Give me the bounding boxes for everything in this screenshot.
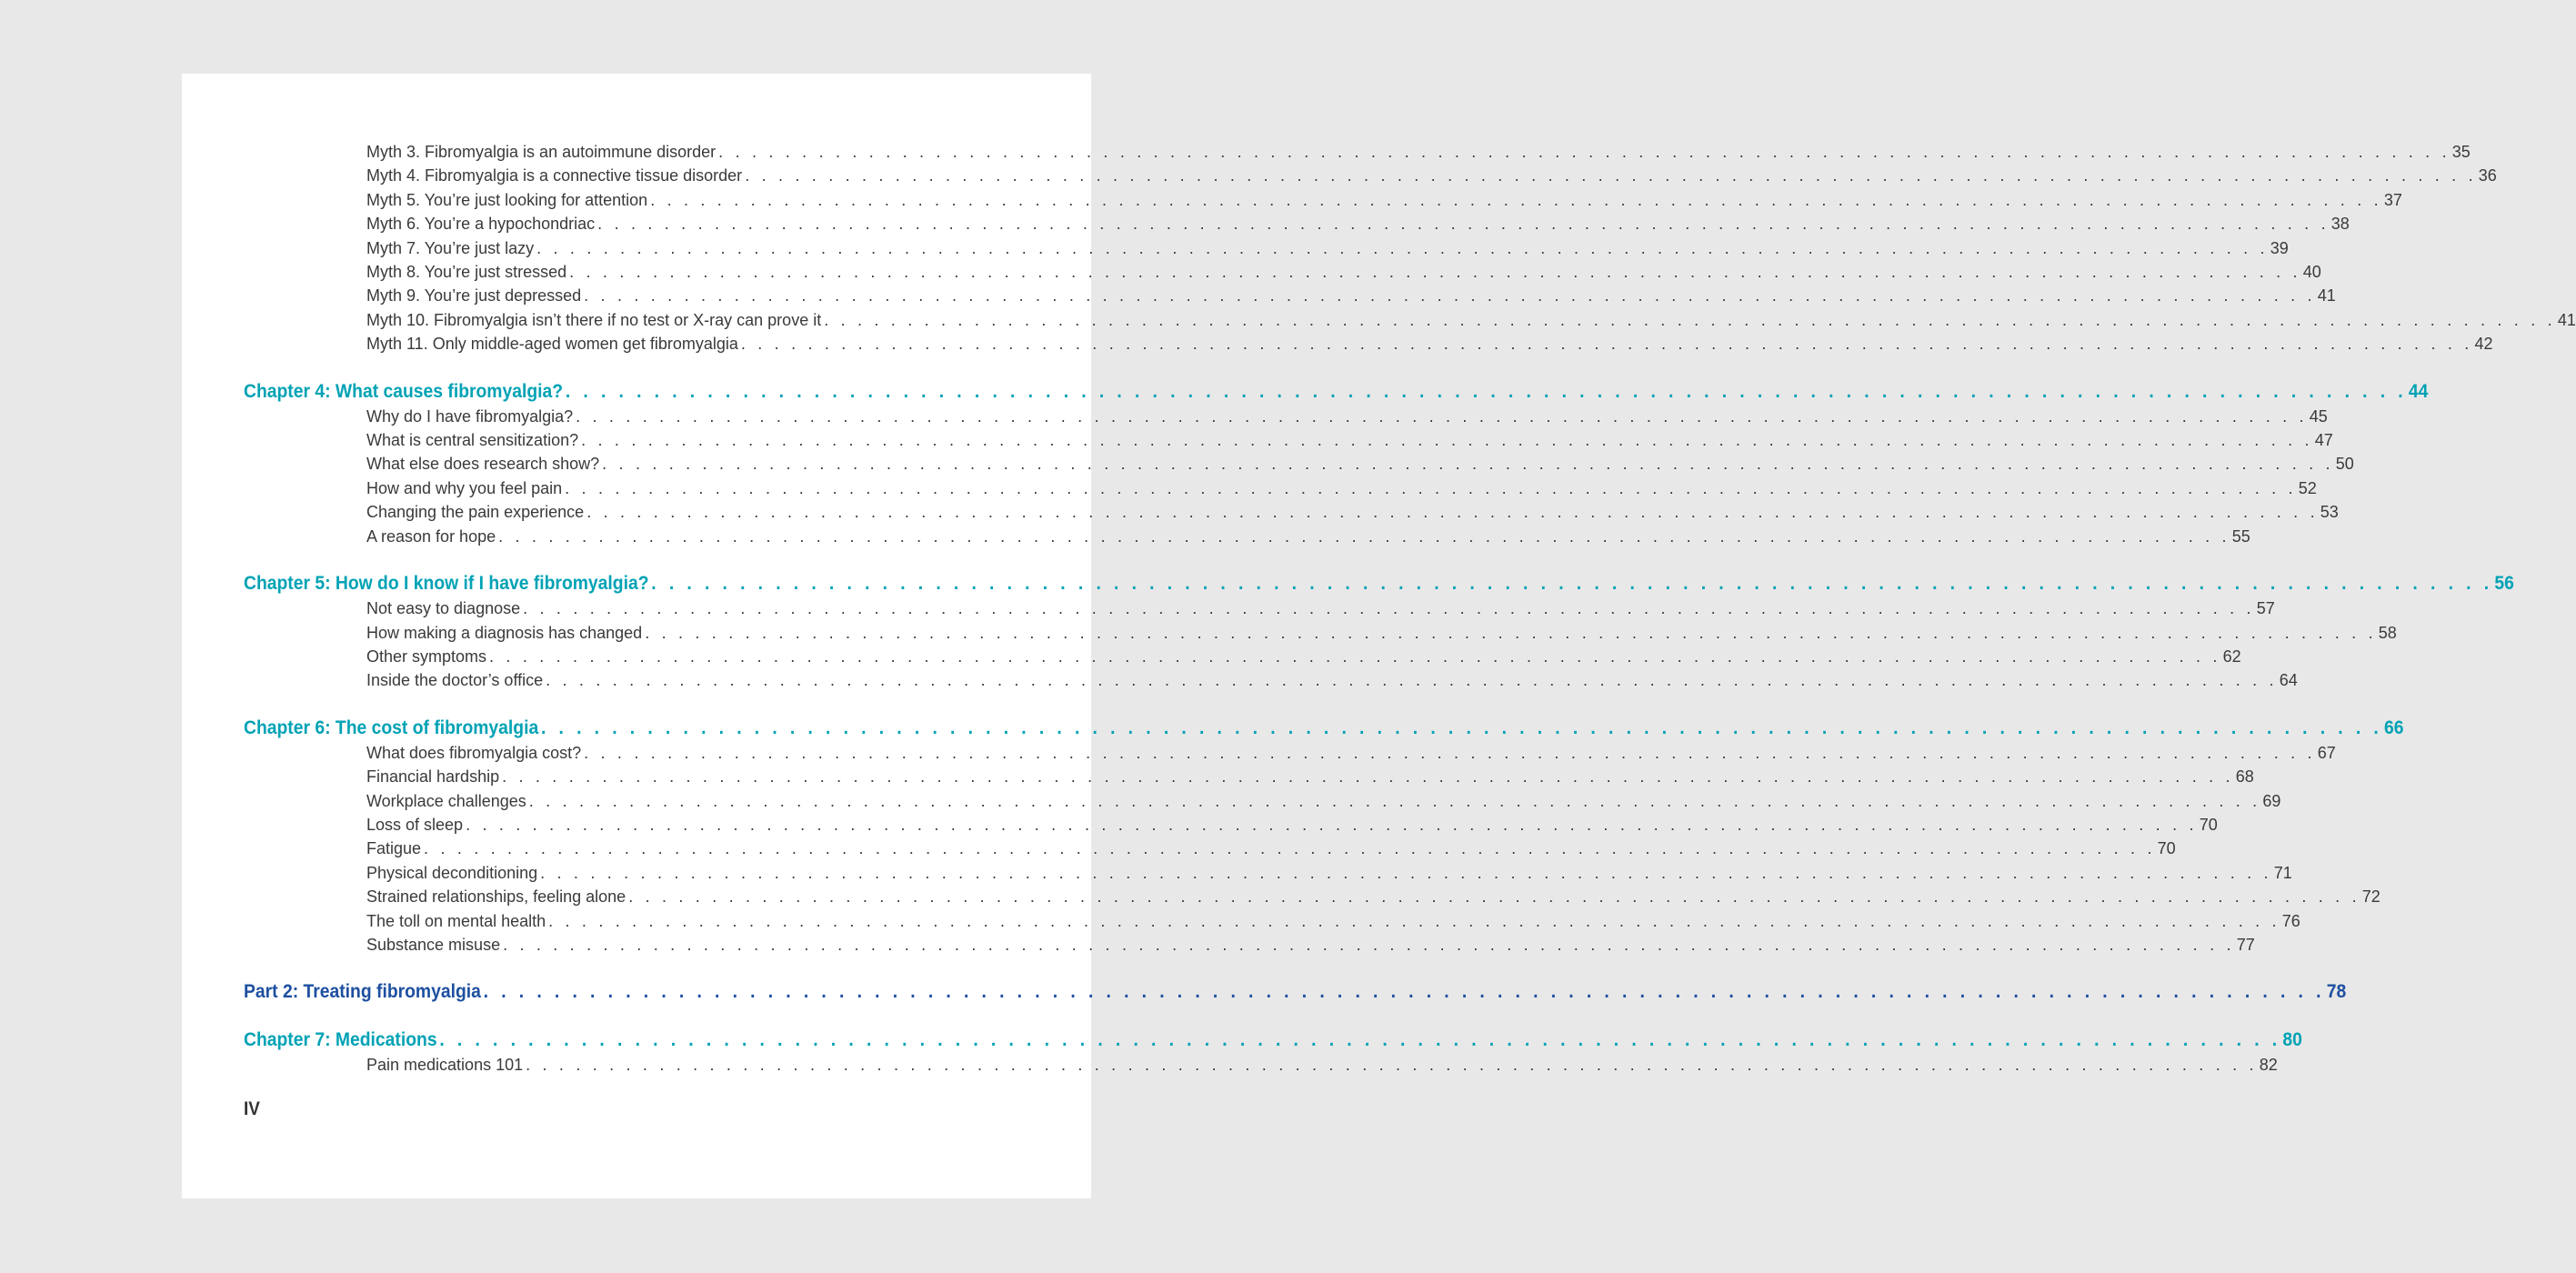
- toc-entry-myth-5[interactable]: [244, 188, 2402, 212]
- entry-title: Inside the doctor’s office: [366, 671, 544, 690]
- entry-title: A reason for hope: [366, 526, 496, 546]
- toc-entry[interactable]: [244, 837, 2176, 860]
- dot-leader: . . . . . . . . . . . . . . . . . . . . . . . . . . . . . . . . . . . . . . . . . . . . . . . . . . . . . . . . . . . . . . . . . . . . . . . . . . . . . . . . . . . . . . . . . . . . . . . . . . . . . . . .: [597, 215, 2330, 234]
- entry-title: Myth 10. Fibromyalgia isn’t there if no test or X-ray can prove it: [366, 310, 822, 329]
- toc-entry-myth-10[interactable]: [244, 308, 2576, 332]
- dot-leader: . . . . . . . . . . . . . . . . . . . . . . . . . . . . . . . . . . . . . . . . . . . . . . . . . . . . . . . . . . . . . . . . . . . . . . . . . . . . . . . . . . . . . . . . . . . . . . . . . . . . . . . .: [584, 286, 2316, 306]
- dot-leader: . . . . . . . . . . . . . . . . . . . . . . . . . . . . . . . . . . . . . . . . . . . . . . . . . . . . . . . . . . . . . . . . . . . . . . . . . . . . . . . . . . . . . . . . . . . . . . . . . . . . . . . .: [540, 717, 2383, 738]
- entry-title: Myth 11. Only middle-aged women get fibromyalgia: [366, 335, 738, 354]
- toc-chapter-7[interactable]: [244, 1027, 2302, 1053]
- entry-page: 55: [2231, 526, 2250, 546]
- dot-leader: . . . . . . . . . . . . . . . . . . . . . . . . . . . . . . . . . . . . . . . . . . . . . . . . . . . . . . . . . . . . . . . . . . . . . . . . . . . . . . . . . . . . . . . . . . . . . . . . . . . . . . . .: [540, 863, 2272, 882]
- entry-page: 68: [2235, 767, 2254, 787]
- dot-leader: . . . . . . . . . . . . . . . . . . . . . . . . . . . . . . . . . . . . . . . . . . . . . . . . . . . . . . . . . . . . . . . . . . . . . . . . . . . . . . . . . . . . . . . . . . . . . . . . . . . . . . . .: [546, 671, 2278, 690]
- toc-entry-myth-9[interactable]: [244, 284, 2336, 307]
- book-page: [182, 74, 2576, 1198]
- toc-entry[interactable]: [244, 668, 2298, 692]
- entry-page: 36: [2478, 166, 2497, 185]
- entry-title: Myth 9. You’re just depressed: [366, 286, 582, 306]
- dot-leader: . . . . . . . . . . . . . . . . . . . . . . . . . . . . . . . . . . . . . . . . . . . . . . . . . . . . . . . . . . . . . . . . . . . . . . . . . . . . . . . . . . . . . . . . . . . . . . . . . . . . . . . .: [745, 166, 2477, 185]
- dot-leader: . . . . . . . . . . . . . . . . . . . . . . . . . . . . . . . . . . . . . . . . . . . . . . . . . . . . . . . . . . . . . . . . . . . . . . . . . . . . . . . . . . . . . . . . . . . . . . . . . . . . . . . .: [528, 791, 2261, 810]
- chapter-page: 56: [2494, 573, 2514, 595]
- toc-entry[interactable]: [244, 405, 2328, 428]
- toc-entry-myth-11[interactable]: [244, 332, 2493, 356]
- dot-leader: . . . . . . . . . . . . . . . . . . . . . . . . . . . . . . . . . . . . . . . . . . . . . . . . . . . . . . . . . . . . . . . . . . . . . . . . . . . . . . . . . . . . . . . . . . . . . . . . . . . . . . . .: [645, 623, 2377, 642]
- toc-chapter-4[interactable]: [244, 379, 2429, 405]
- toc-entry[interactable]: [244, 596, 2275, 620]
- dot-leader: . . . . . . . . . . . . . . . . . . . . . . . . . . . . . . . . . . . . . . . . . . . . . . . . . . . . . . . . . . . . . . . . . . . . . . . . . . . . . . . . . . . . . . . . . . . . . . . . . . . . . . . .: [569, 263, 2301, 282]
- chapter-page: 80: [2282, 1029, 2302, 1051]
- entry-title: Myth 5. You’re just looking for attention: [366, 190, 648, 209]
- dot-leader: . . . . . . . . . . . . . . . . . . . . . . . . . . . . . . . . . . . . . . . . . . . . . . . . . . . . . . . . . . . . . . . . . . . . . . . . . . . . . . . . . . . . . . . . . . . . . . . . . . . . . . . .: [502, 767, 2234, 787]
- entry-page: 77: [2236, 935, 2255, 954]
- entry-page: 57: [2256, 599, 2275, 618]
- toc-entry[interactable]: [244, 476, 2317, 500]
- chapter-title: Chapter 7: Medications: [244, 1029, 437, 1051]
- toc-entry-myth-7[interactable]: [244, 236, 2289, 260]
- toc-chapter-6[interactable]: [244, 716, 2404, 741]
- entry-page: 67: [2317, 743, 2336, 762]
- toc-entry[interactable]: [244, 789, 2281, 813]
- toc-entry[interactable]: [244, 500, 2339, 524]
- dot-leader: . . . . . . . . . . . . . . . . . . . . . . . . . . . . . . . . . . . . . . . . . . . . . . . . . . . . . . . . . . . . . . . . . . . . . . . . . . . . . . . . . . . . . . . . . . . . . . . . . . . . . . . .: [602, 455, 2334, 474]
- entry-page: 69: [2262, 791, 2281, 810]
- entry-title: Loss of sleep: [366, 815, 464, 834]
- dot-leader: . . . . . . . . . . . . . . . . . . . . . . . . . . . . . . . . . . . . . . . . . . . . . . . . . . . . . . . . . . . . . . . . . . . . . . . . . . . . . . . . . . . . . . . . . . . . . . . . . . . . . . . .: [536, 238, 2269, 257]
- page-number: IV: [244, 1098, 260, 1119]
- dot-leader: . . . . . . . . . . . . . . . . . . . . . . . . . . . . . . . . . . . . . . . . . . . . . . . . . . . . . . . . . . . . . . . . . . . . . . . . . . . . . . . . . . . . . . . . . . . . . . . . . . . . . . . .: [489, 647, 2221, 666]
- entry-page: 50: [2335, 455, 2354, 474]
- entry-page: 41: [2557, 310, 2576, 329]
- toc-entry[interactable]: [244, 1053, 2278, 1077]
- entry-title: Strained relationships, feeling alone: [366, 887, 626, 907]
- dot-leader: . . . . . . . . . . . . . . . . . . . . . . . . . . . . . . . . . . . . . . . . . . . . . . . . . . . . . . . . . . . . . . . . . . . . . . . . . . . . . . . . . . . . . . . . . . . . . . . . . . . . . . . .: [584, 743, 2316, 762]
- entry-page: 42: [2474, 335, 2493, 354]
- entry-page: 47: [2314, 431, 2333, 450]
- entry-title: Myth 8. You’re just stressed: [366, 263, 567, 282]
- toc-chapter-5[interactable]: [244, 571, 2514, 596]
- chapter-page: 44: [2408, 380, 2429, 402]
- chapter-title: Chapter 4: What causes fibromyalgia?: [244, 380, 564, 402]
- toc-entry-myth-8[interactable]: [244, 260, 2321, 284]
- dot-leader: . . . . . . . . . . . . . . . . . . . . . . . . . . . . . . . . . . . . . . . . . . . . . . . . . . . . . . . . . . . . . . . . . . . . . . . . . . . . . . . . . . . . . . . . . . . . . . . . . . . . . . . .: [483, 981, 2325, 1003]
- toc-entry[interactable]: [244, 813, 2218, 837]
- entry-page: 38: [2330, 215, 2350, 234]
- dot-leader: . . . . . . . . . . . . . . . . . . . . . . . . . . . . . . . . . . . . . . . . . . . . . . . . . . . . . . . . . . . . . . . . . . . . . . . . . . . . . . . . . . . . . . . . . . . . . . . . . . . . . . . .: [523, 599, 2255, 618]
- entry-page: 70: [2157, 839, 2176, 858]
- dot-leader: . . . . . . . . . . . . . . . . . . . . . . . . . . . . . . . . . . . . . . . . . . . . . . . . . . . . . . . . . . . . . . . . . . . . . . . . . . . . . . . . . . . . . . . . . . . . . . . . . . . . . . . .: [718, 143, 2451, 161]
- chapter-title: Chapter 5: How do I know if I have fibromyalgia?: [244, 573, 649, 595]
- entry-page: 53: [2320, 503, 2339, 522]
- dot-leader: . . . . . . . . . . . . . . . . . . . . . . . . . . . . . . . . . . . . . . . . . . . . . . . . . . . . . . . . . . . . . . . . . . . . . . . . . . . . . . . . . . . . . . . . . . . . . . . . . . . . . . . .: [628, 887, 2360, 907]
- entry-title: Physical deconditioning: [366, 863, 538, 882]
- toc-entry-myth-4[interactable]: [244, 164, 2497, 187]
- dot-leader: . . . . . . . . . . . . . . . . . . . . . . . . . . . . . . . . . . . . . . . . . . . . . . . . . . . . . . . . . . . . . . . . . . . . . . . . . . . . . . . . . . . . . . . . . . . . . . . . . . . . . . . .: [439, 1029, 2281, 1051]
- entry-title: Financial hardship: [366, 767, 500, 787]
- dot-leader: . . . . . . . . . . . . . . . . . . . . . . . . . . . . . . . . . . . . . . . . . . . . . . . . . . . . . . . . . . . . . . . . . . . . . . . . . . . . . . . . . . . . . . . . . . . . . . . . . . . . . . . .: [424, 839, 2156, 858]
- dot-leader: . . . . . . . . . . . . . . . . . . . . . . . . . . . . . . . . . . . . . . . . . . . . . . . . . . . . . . . . . . . . . . . . . . . . . . . . . . . . . . . . . . . . . . . . . . . . . . . . . . . . . . . .: [576, 406, 2308, 426]
- entry-title: Pain medications 101: [366, 1056, 524, 1075]
- entry-title: What is central sensitization?: [366, 431, 579, 450]
- entry-title: The toll on mental health: [366, 911, 546, 930]
- toc-part-2[interactable]: [244, 979, 2347, 1005]
- entry-page: 40: [2302, 263, 2321, 282]
- dot-leader: . . . . . . . . . . . . . . . . . . . . . . . . . . . . . . . . . . . . . . . . . . . . . . . . . . . . . . . . . . . . . . . . . . . . . . . . . . . . . . . . . . . . . . . . . . . . . . . . . . . . . . . .: [466, 815, 2198, 834]
- entry-title: Not easy to diagnose: [366, 599, 521, 618]
- toc-entry[interactable]: [244, 861, 2292, 885]
- dot-leader: . . . . . . . . . . . . . . . . . . . . . . . . . . . . . . . . . . . . . . . . . . . . . . . . . . . . . . . . . . . . . . . . . . . . . . . . . . . . . . . . . . . . . . . . . . . . . . . . . . . . . . . .: [565, 380, 2408, 402]
- entry-title: Myth 3. Fibromyalgia is an autoimmune disorder: [366, 143, 717, 161]
- entry-page: 52: [2298, 478, 2317, 497]
- entry-title: Myth 4. Fibromyalgia is a connective tissue disorder: [366, 166, 743, 185]
- entry-title: Why do I have fibromyalgia?: [366, 406, 574, 426]
- entry-page: 39: [2270, 238, 2289, 257]
- chapter-page: 66: [2384, 717, 2404, 738]
- entry-title: What else does research show?: [366, 455, 600, 474]
- toc-entry[interactable]: [244, 525, 2250, 548]
- toc-entry[interactable]: [244, 933, 2255, 957]
- entry-page: 71: [2273, 863, 2292, 882]
- entry-page: 45: [2309, 406, 2328, 426]
- part-page: 78: [2326, 981, 2347, 1003]
- entry-title: Workplace challenges: [366, 791, 526, 810]
- toc-entry[interactable]: [244, 621, 2397, 645]
- toc-entry[interactable]: [244, 909, 2300, 933]
- toc-entry[interactable]: [244, 645, 2241, 668]
- toc-entry[interactable]: [244, 452, 2354, 476]
- toc-entry[interactable]: [244, 741, 2336, 765]
- dot-leader: . . . . . . . . . . . . . . . . . . . . . . . . . . . . . . . . . . . . . . . . . . . . . . . . . . . . . . . . . . . . . . . . . . . . . . . . . . . . . . . . . . . . . . . . . . . . . . . . . . . . . . . .: [526, 1056, 2258, 1075]
- entry-title: Changing the pain experience: [366, 503, 585, 522]
- chapter-title: Chapter 6: The cost of fibromyalgia: [244, 717, 539, 738]
- toc-entry[interactable]: [244, 885, 2381, 908]
- toc-entry[interactable]: [244, 428, 2333, 452]
- dot-leader: . . . . . . . . . . . . . . . . . . . . . . . . . . . . . . . . . . . . . . . . . . . . . . . . . . . . . . . . . . . . . . . . . . . . . . . . . . . . . . . . . . . . . . . . . . . . . . . . . . . . . . . .: [740, 335, 2473, 354]
- entry-page: 37: [2383, 190, 2402, 209]
- entry-title: Myth 6. You’re a hypochondriac: [366, 215, 596, 234]
- dot-leader: . . . . . . . . . . . . . . . . . . . . . . . . . . . . . . . . . . . . . . . . . . . . . . . . . . . . . . . . . . . . . . . . . . . . . . . . . . . . . . . . . . . . . . . . . . . . . . . . . . . . . . . .: [565, 478, 2297, 497]
- entry-title: Myth 7. You’re just lazy: [366, 238, 535, 257]
- entry-title: What does fibromyalgia cost?: [366, 743, 582, 762]
- toc-entry[interactable]: [244, 765, 2254, 788]
- dot-leader: . . . . . . . . . . . . . . . . . . . . . . . . . . . . . . . . . . . . . . . . . . . . . . . . . . . . . . . . . . . . . . . . . . . . . . . . . . . . . . . . . . . . . . . . . . . . . . . . . . . . . . . .: [651, 573, 2493, 595]
- entry-page: 62: [2222, 647, 2241, 666]
- dot-leader: . . . . . . . . . . . . . . . . . . . . . . . . . . . . . . . . . . . . . . . . . . . . . . . . . . . . . . . . . . . . . . . . . . . . . . . . . . . . . . . . . . . . . . . . . . . . . . . . . . . . . . . .: [581, 431, 2313, 450]
- dot-leader: . . . . . . . . . . . . . . . . . . . . . . . . . . . . . . . . . . . . . . . . . . . . . . . . . . . . . . . . . . . . . . . . . . . . . . . . . . . . . . . . . . . . . . . . . . . . . . . . . . . . . . . .: [586, 503, 2319, 522]
- entry-page: 82: [2259, 1056, 2278, 1075]
- entry-page: 72: [2361, 887, 2381, 907]
- entry-title: How making a diagnosis has changed: [366, 623, 643, 642]
- part-title: Part 2: Treating fibromyalgia: [244, 981, 481, 1003]
- entry-title: How and why you feel pain: [366, 478, 563, 497]
- dot-leader: . . . . . . . . . . . . . . . . . . . . . . . . . . . . . . . . . . . . . . . . . . . . . . . . . . . . . . . . . . . . . . . . . . . . . . . . . . . . . . . . . . . . . . . . . . . . . . . . . . . . . . . .: [650, 190, 2382, 209]
- toc-entry-myth-6[interactable]: [244, 212, 2350, 236]
- dot-leader: . . . . . . . . . . . . . . . . . . . . . . . . . . . . . . . . . . . . . . . . . . . . . . . . . . . . . . . . . . . . . . . . . . . . . . . . . . . . . . . . . . . . . . . . . . . . . . . . . . . . . . . .: [503, 935, 2235, 954]
- table-of-contents: [244, 140, 2576, 1078]
- entry-title: Substance misuse: [366, 935, 501, 954]
- dot-leader: . . . . . . . . . . . . . . . . . . . . . . . . . . . . . . . . . . . . . . . . . . . . . . . . . . . . . . . . . . . . . . . . . . . . . . . . . . . . . . . . . . . . . . . . . . . . . . . . . . . . . . . .: [548, 911, 2280, 930]
- entry-page: 70: [2199, 815, 2218, 834]
- entry-page: 41: [2317, 286, 2336, 306]
- entry-title: Fatigue: [366, 839, 422, 858]
- entry-page: 64: [2279, 671, 2298, 690]
- entry-page: 58: [2378, 623, 2397, 642]
- dot-leader: . . . . . . . . . . . . . . . . . . . . . . . . . . . . . . . . . . . . . . . . . . . . . . . . . . . . . . . . . . . . . . . . . . . . . . . . . . . . . . . . . . . . . . . . . . . . . . . . . . . . . . . .: [824, 310, 2556, 329]
- toc-entry-myth-3[interactable]: [244, 140, 2471, 164]
- entry-page: 76: [2281, 911, 2300, 930]
- entry-title: Other symptoms: [366, 647, 487, 666]
- dot-leader: . . . . . . . . . . . . . . . . . . . . . . . . . . . . . . . . . . . . . . . . . . . . . . . . . . . . . . . . . . . . . . . . . . . . . . . . . . . . . . . . . . . . . . . . . . . . . . . . . . . . . . . .: [498, 526, 2230, 546]
- entry-page: 35: [2451, 143, 2471, 161]
